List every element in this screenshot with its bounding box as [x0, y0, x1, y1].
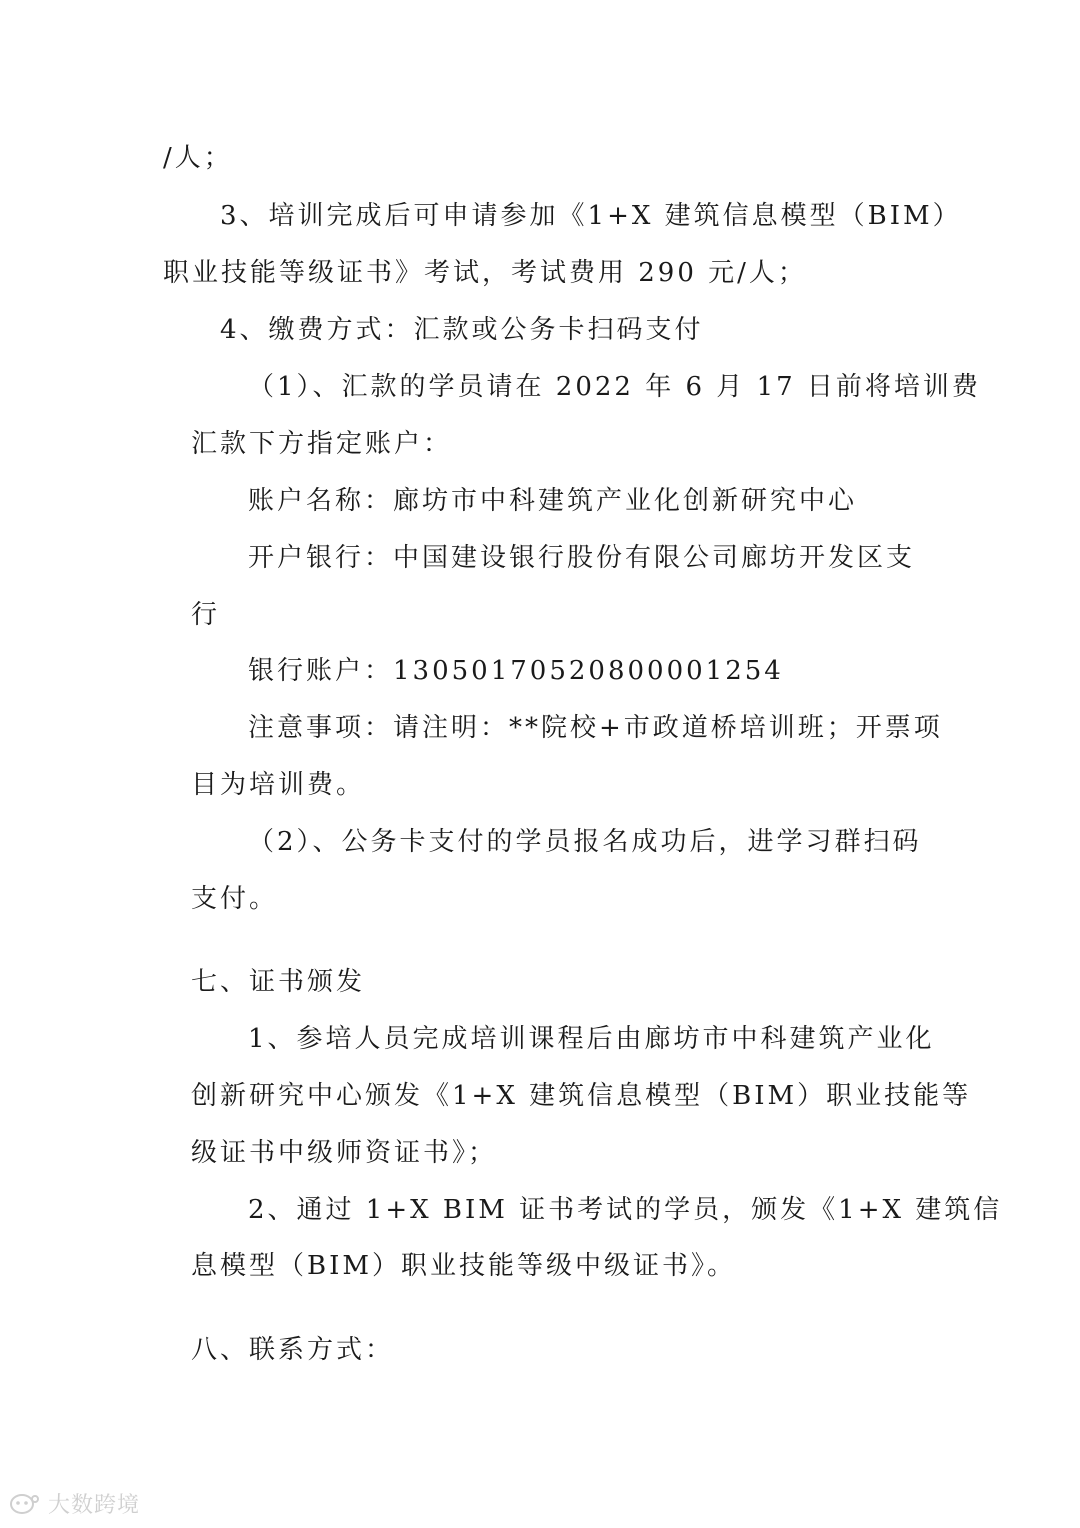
watermark — [8, 1488, 140, 1519]
text-line: 汇款下方指定账户： — [191, 429, 453, 459]
section-heading: 八、联系方式： — [191, 1335, 395, 1365]
text-line: 创新研究中心颁发《1+X 建筑信息模型（BIM）职业技能等 — [191, 1081, 972, 1111]
text-line: （2）、公务卡支付的学员报名成功后，进学习群扫码 — [248, 827, 922, 857]
text-line: 职业技能等级证书》考试，考试费用 290 元/人； — [163, 258, 807, 288]
text-line: 2、通过 1+X BIM 证书考试的学员，颁发《1+X 建筑信 — [248, 1195, 1003, 1225]
text-line: 开户银行：中国建设银行股份有限公司廊坊开发区支 — [248, 543, 916, 573]
text-line: 注意事项：请注明：**院校+市政道桥培训班；开票项 — [248, 713, 943, 743]
text-line: 目为培训费。 — [191, 770, 366, 800]
text-line: 1、参培人员完成培训课程后由廊坊市中科建筑产业化 — [248, 1024, 935, 1054]
text-line: 4、缴费方式：汇款或公务卡扫码支付 — [220, 315, 704, 345]
text-line: 支付。 — [191, 884, 279, 914]
section-heading: 七、证书颁发 — [191, 967, 366, 997]
watermark-text: 大数跨境 — [48, 1493, 141, 1518]
text-line: 息模型（BIM）职业技能等级中级证书》。 — [191, 1251, 736, 1281]
text-line: （1）、汇款的学员请在 2022 年 6 月 17 日前将培训费 — [248, 372, 981, 402]
text-line: 银行账户：13050170520800001254 — [248, 656, 784, 686]
watermark-logo-icon — [8, 1491, 42, 1517]
text-line: 账户名称：廊坊市中科建筑产业化创新研究中心 — [248, 486, 858, 516]
text-line: 3、培训完成后可申请参加《1+X 建筑信息模型（BIM） — [220, 201, 962, 231]
text-line: 行 — [191, 600, 221, 630]
text-line: /人； — [163, 143, 233, 173]
text-line: 级证书中级师资证书》； — [191, 1138, 498, 1168]
